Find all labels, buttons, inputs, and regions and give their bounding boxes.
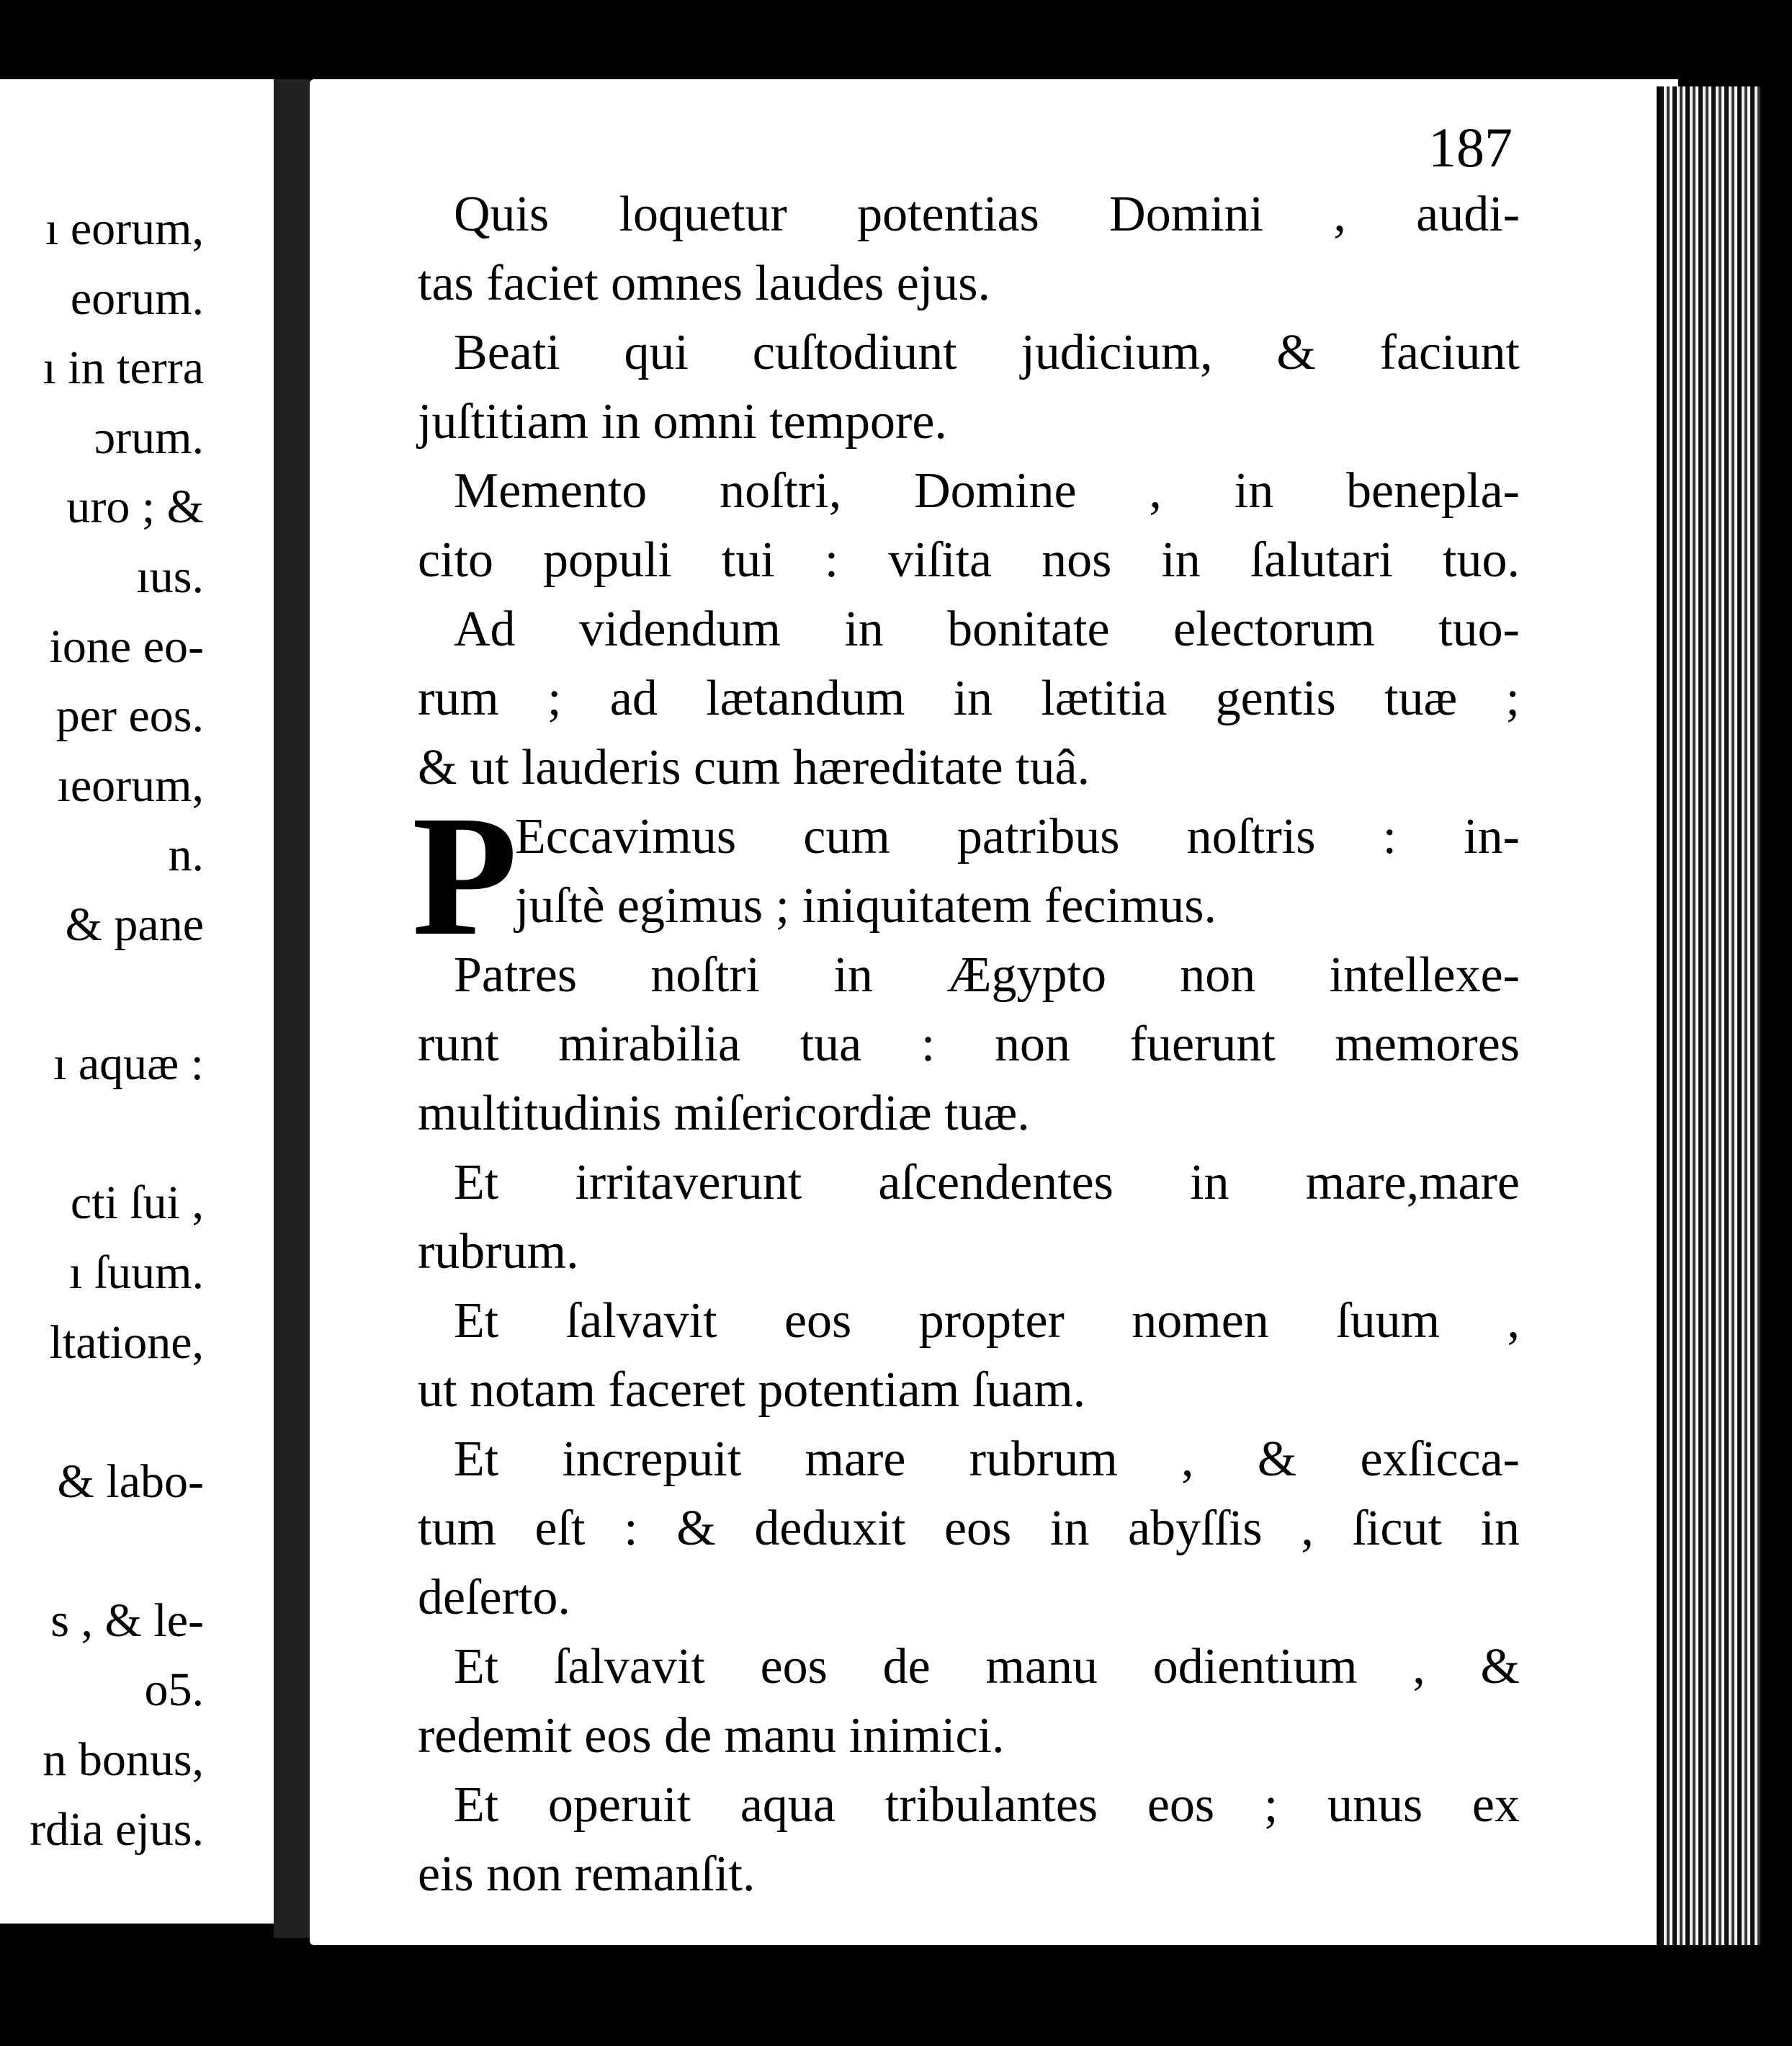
text-line: & ut lauderis cum hæreditate tuâ. (418, 740, 1090, 795)
left-line: n bonus, (42, 1733, 204, 1787)
left-line: per eos. (55, 689, 204, 743)
left-line: ione eo- (49, 620, 204, 673)
text-line: Ad videndum in bonitate electorum tuo- (454, 602, 1520, 657)
left-line (30, 1516, 204, 1586)
left-line: uro ; & (66, 481, 204, 534)
text-line: Et irritaverunt aſcendentes in mare,mare (454, 1155, 1520, 1210)
left-line: & labo- (57, 1455, 204, 1508)
left-line: o5. (144, 1663, 204, 1717)
left-line (30, 960, 204, 1030)
left-line: n. (168, 828, 204, 882)
text-line: Et ſalvavit eos propter nomen ſuum , (454, 1293, 1520, 1349)
left-line: ıeorum, (57, 759, 204, 812)
text-line: Memento noſtri, Domine , in benepla- (454, 463, 1520, 519)
left-line: cti ſui , (70, 1176, 204, 1230)
text-line: Et increpuit mare rubrum , & exſicca- (454, 1431, 1520, 1487)
left-line (30, 1099, 204, 1169)
verse-paragraph (418, 1287, 1520, 1425)
text-line: Et operuit aqua tribulantes eos ; unus ex (454, 1777, 1520, 1833)
text-line: Patres noſtri in Ægypto non intellexe- (454, 947, 1520, 1003)
text-line: rubrum. (418, 1224, 579, 1279)
left-line: rdia ejus. (30, 1802, 204, 1856)
text-line: Et ſalvavit eos de manu odientium , & (454, 1639, 1520, 1694)
book-binding (274, 79, 310, 1938)
left-line: ıus. (136, 550, 204, 603)
text-line: multitudinis miſericordiæ tuæ. (418, 1086, 1030, 1141)
text-line: tas faciet omnes laudes ejus. (418, 256, 991, 311)
text-line: Quis loquetur potentias Domini , audi- (454, 187, 1520, 242)
text-line: tum eſt : & deduxit eos in abyſſis , ſicut in (418, 1501, 1520, 1556)
left-line (30, 1377, 204, 1447)
psalm-opening (412, 779, 1520, 971)
text-line: juſtitiam in omni tempore. (418, 394, 947, 450)
left-line: ı ſuum. (68, 1246, 204, 1299)
left-page-text (30, 195, 204, 1864)
left-line: & pane (65, 898, 204, 951)
text-line: Eccavimus cum patribus noſtris : in- (515, 809, 1520, 865)
verse-paragraph (418, 1425, 1520, 1632)
drop-cap-initial: P (412, 779, 518, 971)
verse-paragraph (418, 941, 1520, 1148)
page-edges (1657, 86, 1760, 1945)
left-line: ı aquæ : (53, 1037, 204, 1091)
left-line: ltatione, (49, 1315, 204, 1369)
page-number: 187 (1428, 116, 1513, 179)
left-line: eorum. (70, 272, 204, 325)
left-line: ı eorum, (45, 202, 204, 255)
verse-paragraph (418, 318, 1520, 457)
verse-paragraph (418, 1632, 1520, 1771)
left-facing-page (0, 79, 289, 1924)
text-line: ut notam faceret potentiam ſuam. (418, 1362, 1086, 1418)
left-line: s , & le- (50, 1594, 204, 1647)
text-line: cito populi tui : viſita nos in ſalutari tuo. (418, 532, 1520, 588)
text-line: Beati qui cuſtodiunt judicium, & faciunt (454, 325, 1520, 380)
left-line: ı in terra (42, 341, 204, 395)
verse-paragraph (418, 1148, 1520, 1287)
left-line: ɔrum. (94, 411, 204, 464)
verse-paragraph (418, 457, 1520, 595)
verse-paragraph (418, 595, 1520, 803)
verse-paragraph (418, 1771, 1520, 1909)
text-line: rum ; ad lætandum in lætitia gentis tuæ ; (418, 671, 1520, 726)
text-line: eis non remanſit. (418, 1846, 756, 1902)
text-line: redemit eos de manu inimici. (418, 1708, 1005, 1764)
text-line: runt mirabilia tua : non fuerunt memores (418, 1017, 1520, 1072)
page-body (412, 180, 1520, 1909)
text-line: deſerto. (418, 1570, 570, 1625)
text-line: juſtè egimus ; iniquitatem fecimus. (515, 878, 1217, 934)
verse-paragraph (418, 180, 1520, 318)
